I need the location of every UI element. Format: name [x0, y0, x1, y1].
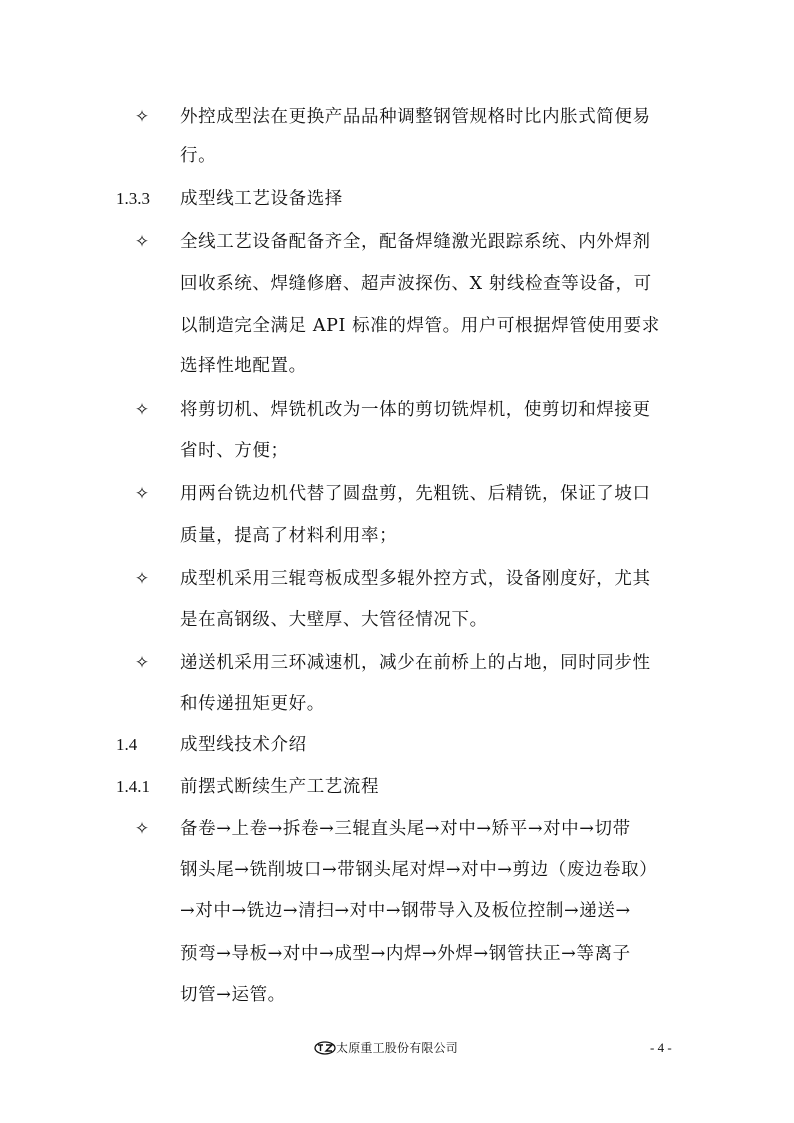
paragraph-line: 省时、方便； [180, 441, 289, 461]
paragraph-line: 选择性地配置。 [180, 356, 307, 376]
bullet-continuation [0, 348, 794, 388]
company-logo-icon [314, 1041, 336, 1055]
page-number: - 4 - [650, 1040, 672, 1055]
section-title: 成型线技术介绍 [180, 735, 307, 755]
bullet-item [0, 811, 794, 851]
bullet-item [0, 392, 794, 432]
section-heading [0, 727, 794, 767]
paragraph-line: 将剪切机、焊铣机改为一体的剪切铣焊机，使剪切和焊接更 [180, 400, 651, 420]
paragraph-line: 质量，提高了材料利用率； [180, 526, 398, 546]
paragraph-line: 递送机采用三环减速机，减少在前桥上的占地，同时同步性 [180, 653, 651, 673]
paragraph-line: 成型机采用三辊弯板成型多辊外控方式，设备刚度好，尤其 [180, 569, 651, 589]
paragraph-line: →对中→铣边→清扫→对中→钢带导入及板位控制→递送→ [180, 901, 631, 921]
section-title: 成型线工艺设备选择 [180, 189, 343, 209]
diamond-bullet-icon: ✧ [134, 400, 150, 420]
bullet-continuation [0, 602, 794, 642]
paragraph-line: 备卷→上卷→拆卷→三辊直头尾→对中→矫平→对中→切带 [180, 819, 631, 839]
paragraph-line: 行。 [180, 146, 217, 166]
bullet-continuation [0, 977, 794, 1017]
section-number: 1.4.1 [116, 777, 150, 796]
bullet-continuation [0, 433, 794, 473]
bullet-item [0, 561, 794, 601]
page-footer [0, 1037, 794, 1061]
diamond-bullet-icon: ✧ [134, 653, 150, 673]
paragraph-line: 用两台铣边机代替了圆盘剪，先粗铣、后精铣，保证了坡口 [180, 484, 651, 504]
diamond-bullet-icon: ✧ [134, 107, 150, 127]
bullet-item [0, 476, 794, 516]
paragraph-line: 钢头尾→铣削坡口→带钢头尾对焊→对中→剪边（废边卷取） [180, 860, 658, 880]
diamond-bullet-icon: ✧ [134, 484, 150, 504]
bullet-continuation [0, 308, 794, 348]
bullet-continuation [0, 936, 794, 976]
diamond-bullet-icon: ✧ [134, 232, 150, 252]
diamond-bullet-icon: ✧ [134, 819, 150, 839]
bullet-item [0, 224, 794, 264]
bullet-continuation [0, 852, 794, 892]
section-heading [0, 769, 794, 809]
bullet-continuation [0, 893, 794, 933]
paragraph-line: 以制造完全满足 API 标准的焊管。用户可根据焊管使用要求 [180, 316, 660, 336]
bullet-item [0, 645, 794, 685]
paragraph-line: 回收系统、焊缝修磨、超声波探伤、X 射线检查等设备，可 [180, 274, 652, 294]
company-name: 太原重工股份有限公司 [336, 1041, 459, 1055]
bullet-continuation [0, 518, 794, 558]
paragraph-line: 预弯→导板→对中→成型→内焊→外焊→钢管扶正→等离子 [180, 944, 631, 964]
diamond-bullet-icon: ✧ [134, 569, 150, 589]
section-heading [0, 181, 794, 221]
paragraph-line: 外控成型法在更换产品品种调整钢管规格时比内胀式简便易 [180, 107, 651, 127]
section-title: 前摆式断续生产工艺流程 [180, 777, 380, 797]
section-number: 1.3.3 [116, 189, 150, 208]
paragraph-line: 和传递扭矩更好。 [180, 694, 325, 714]
bullet-continuation [0, 686, 794, 726]
bullet-continuation [0, 138, 794, 178]
section-number: 1.4 [116, 735, 138, 754]
bullet-continuation [0, 266, 794, 306]
bullet-item [0, 99, 794, 139]
paragraph-line: 全线工艺设备配备齐全，配备焊缝激光跟踪系统、内外焊剂 [180, 232, 651, 252]
paragraph-line: 切管→运管。 [180, 985, 286, 1005]
paragraph-line: 是在高钢级、大壁厚、大管径情况下。 [180, 610, 488, 630]
